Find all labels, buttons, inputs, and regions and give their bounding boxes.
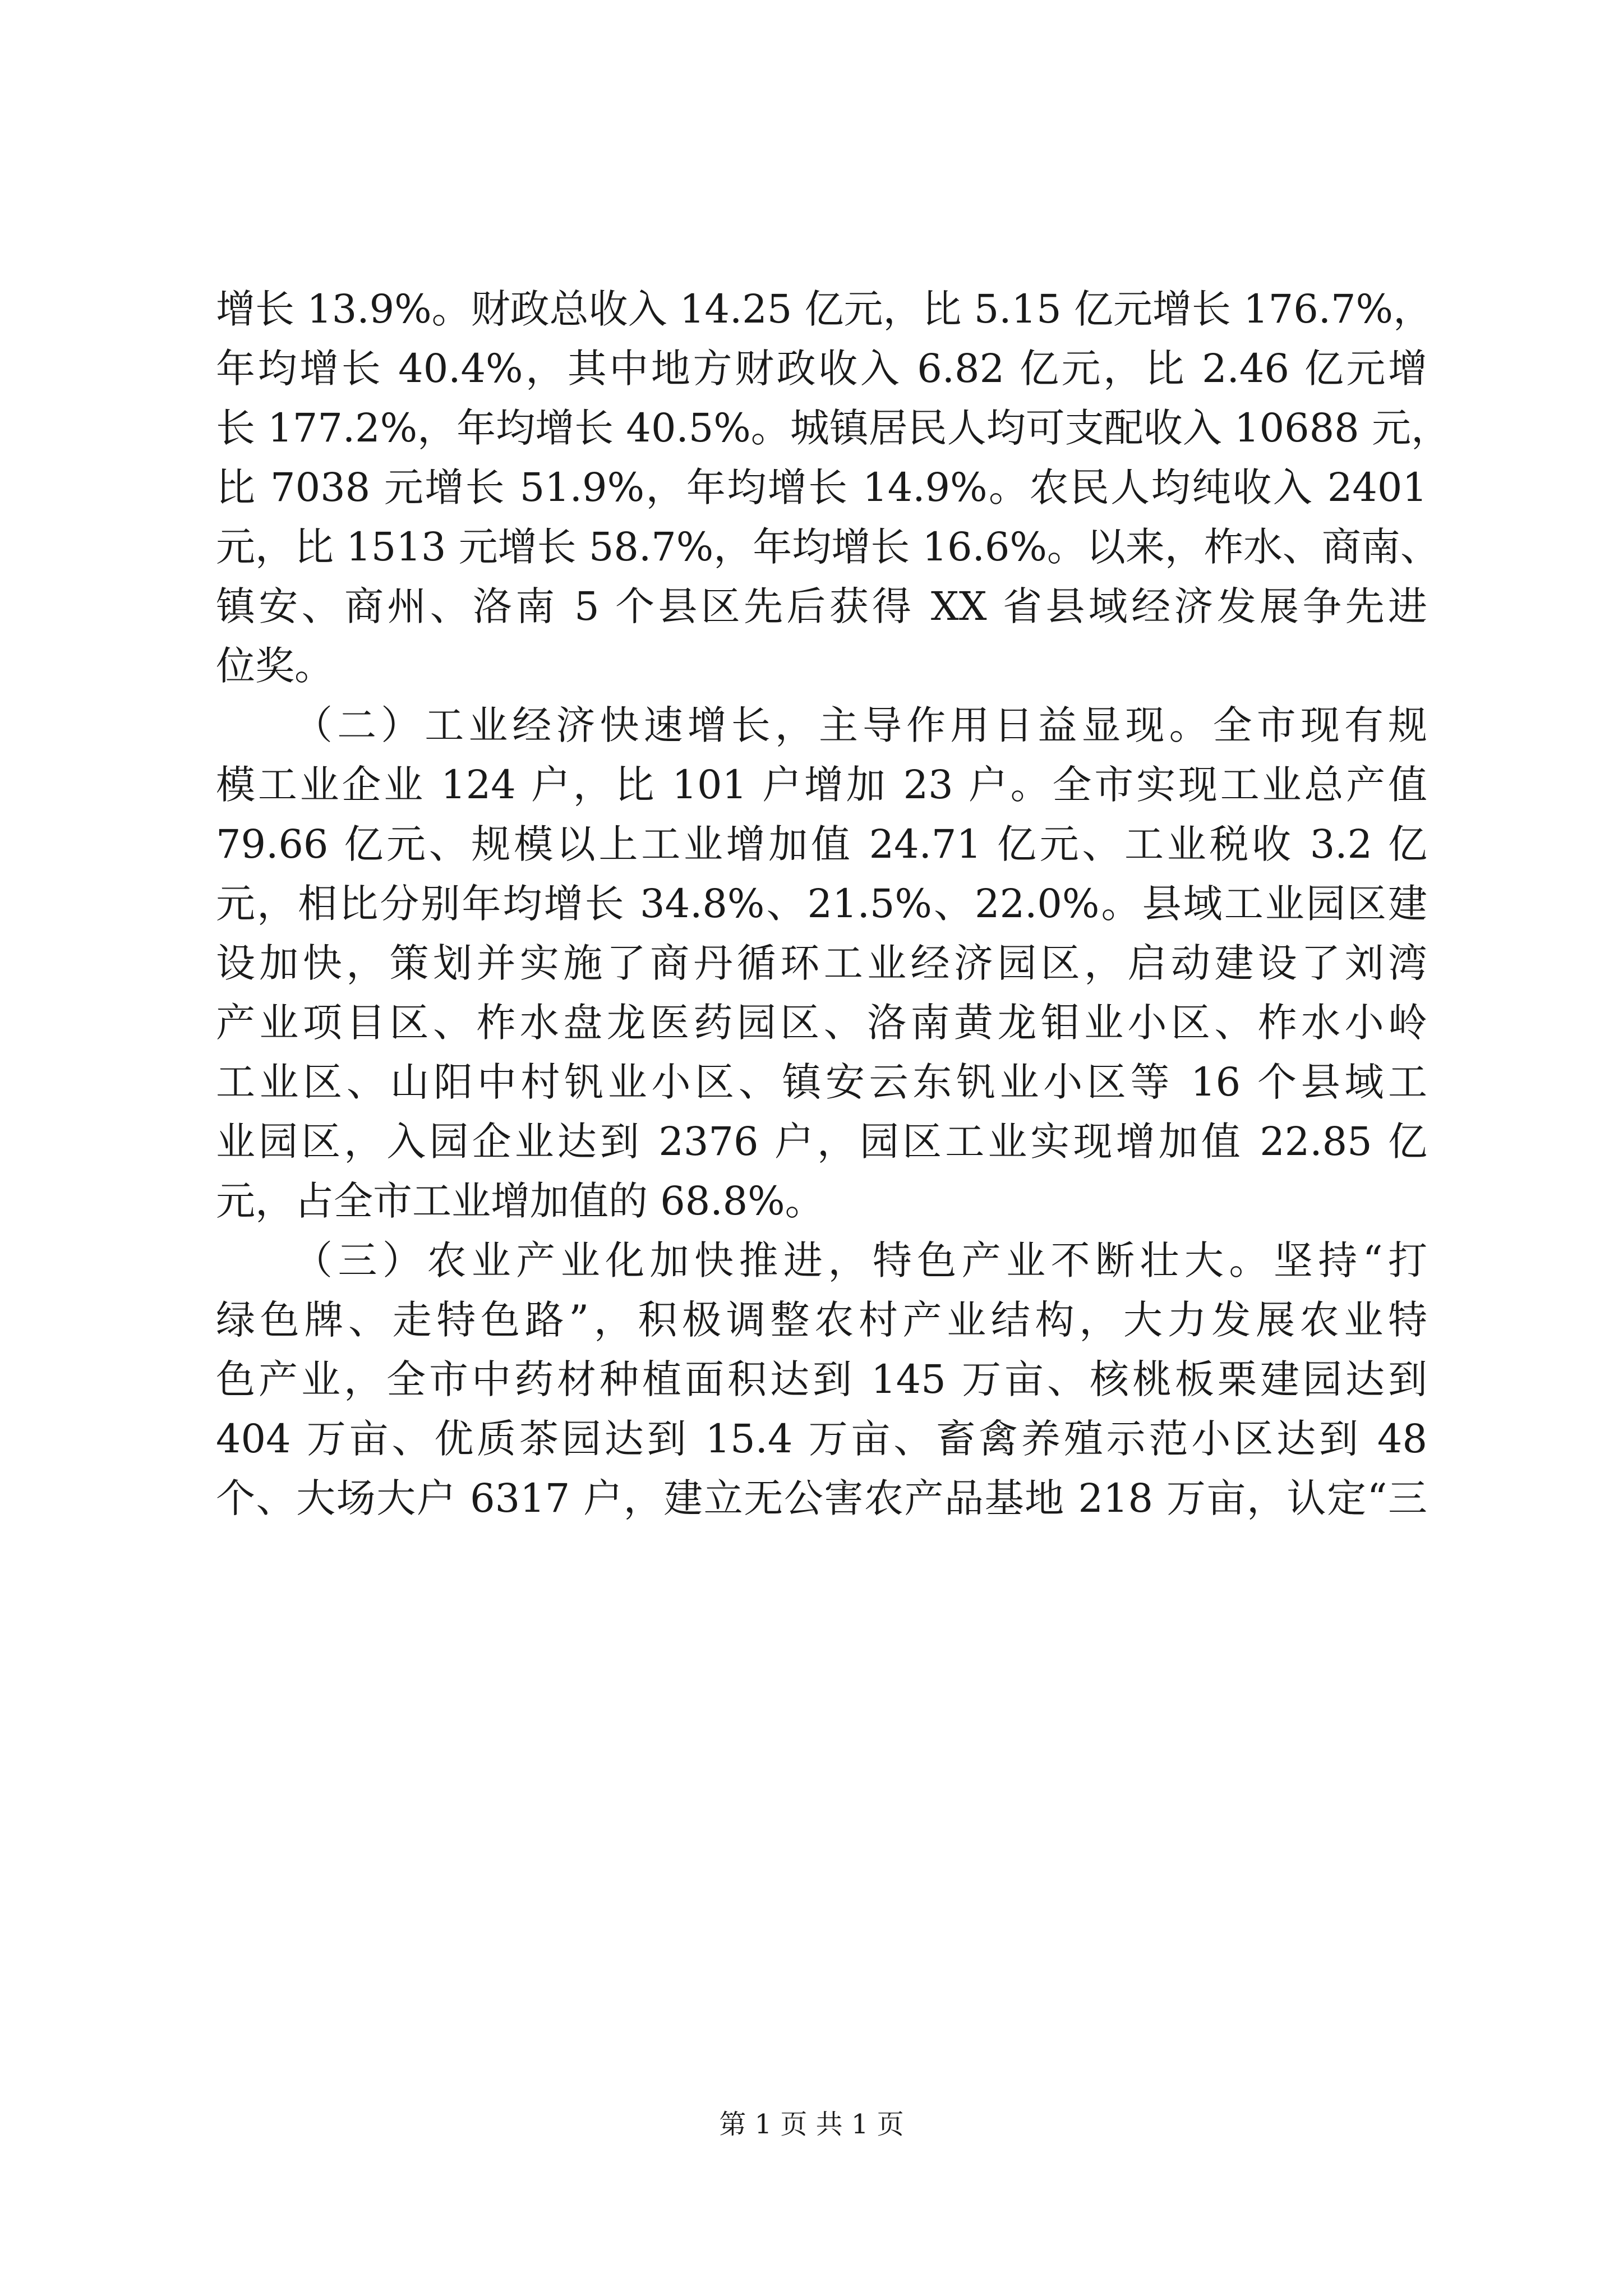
paragraph-1-line-5: 元，比 1513 元增长 58.7%，年均增长 16.6%。以来，柞水、商南、 (216, 524, 1440, 570)
document-body (216, 279, 1450, 1528)
paragraph-1-line-2: 年均增长 40.4%，其中地方财政收入 6.82 亿元，比 2.46 亿元增 (216, 346, 1427, 392)
paragraph-3-line-5: 个、大场大户 6317 户，建立无公害农产品基地 218 万亩，认定“三 (216, 1475, 1427, 1521)
paragraph-3-line-2: 绿色牌、走特色路”，积极调整农村产业结构，大力发展农业特 (216, 1297, 1427, 1343)
paragraph-1-line-1: 增长 13.9%。财政总收入 14.25 亿元，比 5.15 亿元增长 176.7%， (216, 286, 1433, 332)
paragraph-3-line-1: （三）农业产业化加快推进，特色产业不断壮大。坚持“打 (293, 1237, 1427, 1283)
paragraph-1-line-6: 镇安、商州、洛南 5 个县区先后获得 XX 省县域经济发展争先进 (216, 583, 1427, 629)
paragraph-3-line-4: 404 万亩、优质茶园达到 15.4 万亩、畜禽养殖示范小区达到 48 (216, 1416, 1427, 1462)
paragraph-2-line-4: 元，相比分别年均增长 34.8%、21.5%、22.0%。县域工业园区建 (216, 881, 1427, 927)
paragraph-2-line-6: 产业项目区、柞水盘龙医药园区、洛南黄龙钼业小区、柞水小岭 (216, 1000, 1427, 1046)
page-number-footer: 第 1 页 共 1 页 (719, 2109, 904, 2140)
paragraph-1-line-7: 位奖。 (216, 643, 334, 689)
paragraph-1-line-3: 长 177.2%，年均增长 40.5%。城镇居民人均可支配收入 10688 元， (216, 405, 1450, 451)
paragraph-2-line-2: 模工业企业 124 户，比 101 户增加 23 户。全市实现工业总产值 (216, 762, 1427, 808)
paragraph-2-line-8: 业园区，入园企业达到 2376 户，园区工业实现增加值 22.85 亿 (216, 1119, 1427, 1165)
paragraph-1-line-4: 比 7038 元增长 51.9%，年均增长 14.9%。农民人均纯收入 2401 (216, 464, 1427, 510)
paragraph-2-line-9: 元，占全市工业增加值的 68.8%。 (216, 1178, 824, 1224)
paragraph-2-line-3: 79.66 亿元、规模以上工业增加值 24.71 亿元、工业税收 3.2 亿 (216, 821, 1427, 867)
paragraph-2-line-7: 工业区、山阳中村钒业小区、镇安云东钒业小区等 16 个县域工 (216, 1059, 1427, 1105)
paragraph-2-line-5: 设加快，策划并实施了商丹循环工业经济园区，启动建设了刘湾 (216, 940, 1427, 986)
paragraph-3-line-3: 色产业，全市中药材种植面积达到 145 万亩、核桃板栗建园达到 (216, 1356, 1427, 1402)
paragraph-2-line-1: （二）工业经济快速增长，主导作用日益显现。全市现有规 (293, 702, 1427, 748)
